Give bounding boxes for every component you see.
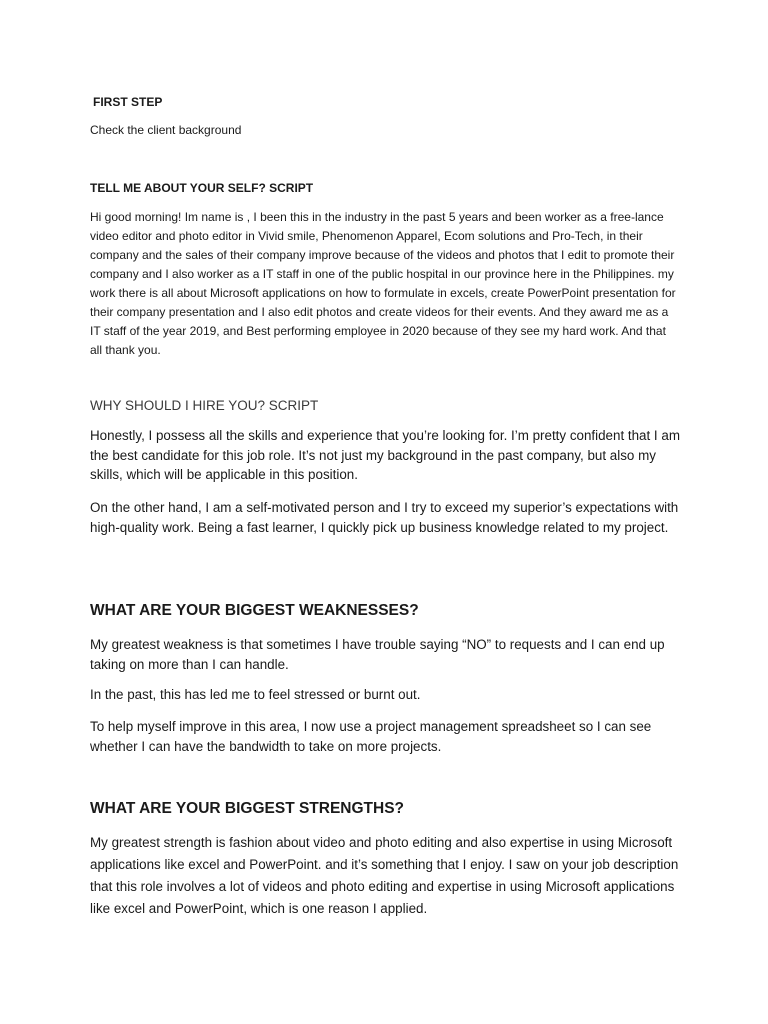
first-step-text: Check the client background — [90, 123, 242, 137]
weaknesses-paragraph-2: In the past, this has led me to feel stressed or burnt out. — [90, 687, 421, 702]
tell-me-paragraph: Hi good morning! Im name is , I been this in the industry in the past 5 years and been worker as a free-lance video editor and photo editor in Vivid smile, Phenomenon Apparel, Ecom solutions and Pro-Tech, in their company and the sales of their company improve because of the videos and photos that I edit to promote their company and I also worker as a IT staff in one of the public hospital in our province here in the Philippines. my work there is all about Microsoft applications on how to formulate in excels, create PowerPoint presentation for their company presentation and I also edit photos and create videos for their events. And they award me as a IT staff of the year 2019, and Best performing employee in 2020 because of they see my hard work. And that all thank you. — [90, 210, 676, 357]
why-hire-paragraph-2: On the other hand, I am a self-motivated person and I try to exceed my superior’s expectations with high-quality work. Being a fast learner, I quickly pick up business knowledge related to my project. — [90, 500, 679, 535]
weaknesses-heading: WHAT ARE YOUR BIGGEST WEAKNESSES? — [90, 602, 419, 619]
weaknesses-paragraph-3: To help myself improve in this area, I now use a project management spreadsheet so I can see whether I can have the bandwidth to take on more projects. — [90, 719, 652, 754]
why-hire-heading: WHY SHOULD I HIRE YOU? SCRIPT — [90, 398, 319, 413]
why-hire-paragraph-1: Honestly, I possess all the skills and experience that you’re looking for. I’m pretty confident that I am the best candidate for this job role. It’s not just my background in the past company, but also my skills, which will be applicable in this position. — [90, 428, 680, 482]
strengths-heading: WHAT ARE YOUR BIGGEST STRENGTHS? — [90, 800, 405, 817]
weaknesses-paragraph-1: My greatest weakness is that sometimes I have trouble saying “NO” to requests and I can end up taking on more than I can handle. — [90, 637, 665, 672]
strengths-paragraph: My greatest strength is fashion about video and photo editing and also expertise in using Microsoft applications like excel and PowerPoint. and it’s something that I enjoy. I saw on your job description that this role involves a lot of videos and photo editing and expertise in using Microsoft applications like excel and PowerPoint, which is one reason I applied. — [90, 835, 679, 916]
tell-me-heading: TELL ME ABOUT YOUR SELF? SCRIPT — [90, 181, 314, 195]
first-step-heading: FIRST STEP — [93, 95, 163, 109]
